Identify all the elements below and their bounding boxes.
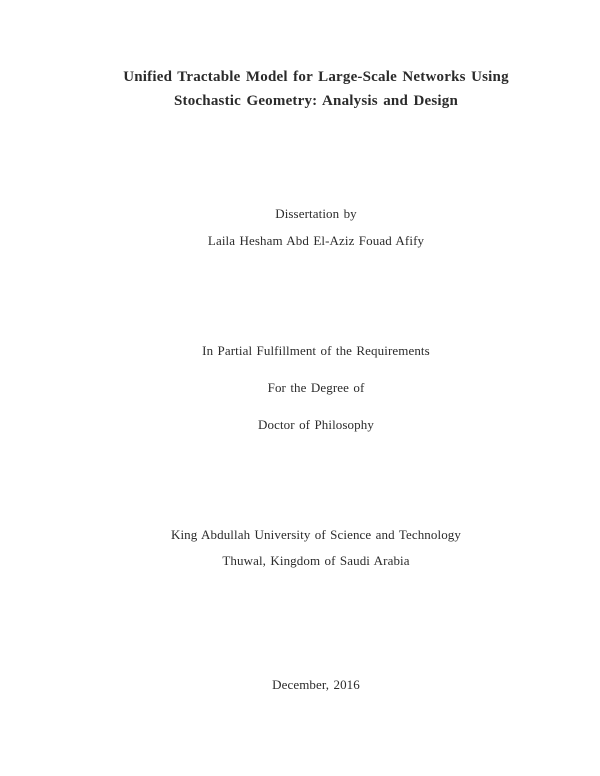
degree-name: Doctor of Philosophy <box>258 417 374 432</box>
degree-intro: For the Degree of <box>267 380 365 395</box>
institution-location: Thuwal, Kingdom of Saudi Arabia <box>222 553 410 568</box>
fulfillment-statement: In Partial Fulfillment of the Requirements <box>202 343 430 358</box>
institution-name: King Abdullah University of Science and Technology <box>170 527 462 542</box>
byline-label: Dissertation by <box>275 206 357 221</box>
author-name: Laila Hesham Abd El-Aziz Fouad Afify <box>207 233 425 248</box>
title-line-2: Stochastic Geometry: Analysis and Design <box>174 93 458 109</box>
title-line-1: Unified Tractable Model for Large-Scale Networks Using <box>123 69 509 85</box>
publication-date: December, 2016 <box>272 677 360 692</box>
